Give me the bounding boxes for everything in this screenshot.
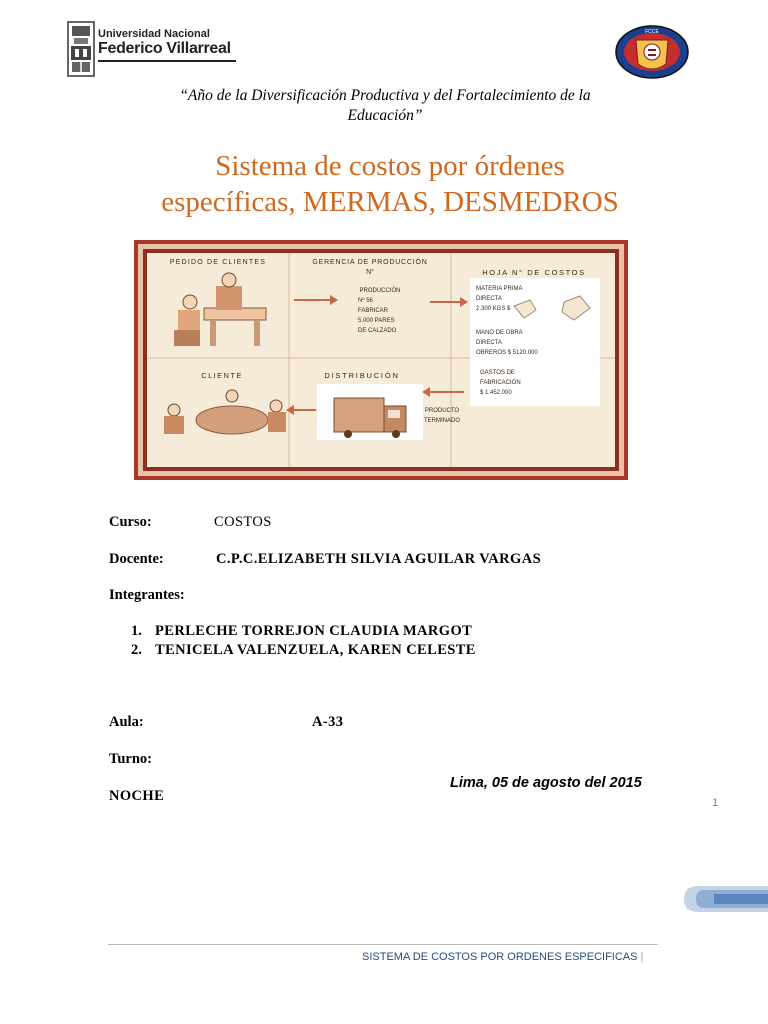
gastos-line: GASTOS DE — [480, 370, 515, 376]
footer-title: SISTEMA DE COSTOS POR ORDENES ESPECIFICAS — [362, 951, 638, 963]
page-number: 1 — [712, 797, 719, 809]
docente-value: C.P.C.ELIZABETH SILVIA AGUILAR VARGAS — [216, 551, 542, 567]
produccion-line: FABRICAR — [358, 308, 389, 314]
mano-line: OBREROS $ 5120.000 — [476, 350, 538, 356]
integrantes-label: Integrantes: — [109, 587, 185, 603]
label-hoja: HOJA N° DE COSTOS — [482, 268, 586, 277]
mano-line: DIRECTA — [476, 340, 502, 346]
aula-label: Aula: — [109, 714, 144, 730]
university-logo — [66, 20, 236, 78]
produccion-line: DE CALZADO — [358, 328, 397, 334]
curso-label: Curso: — [109, 514, 152, 530]
motto-line2: Educación” — [347, 107, 423, 124]
year-motto — [100, 86, 670, 126]
footer — [362, 951, 643, 963]
docente-label: Docente: — [109, 551, 164, 567]
label-gerencia-1: GERENCIA DE PRODUCCIÓN — [312, 259, 428, 266]
page-tab-decoration — [684, 886, 768, 912]
document-title — [90, 148, 690, 220]
svg-text:FCCE: FCCE — [645, 29, 659, 35]
faculty-seal-icon — [614, 24, 690, 80]
process-figure — [134, 240, 628, 480]
materia-line: MATERIA PRIMA — [476, 286, 523, 292]
logo-underline — [98, 60, 236, 62]
motto-line1: “Año de la Diversificación Productiva y del Fortalecimiento de la — [179, 87, 591, 104]
label-distribucion: DISTRIBUCIÓN — [324, 371, 400, 380]
integrante-name: PERLECHE TORREJON CLAUDIA MARGOT — [155, 623, 473, 639]
document-date: Lima, 05 de agosto del 2015 — [450, 775, 642, 791]
materia-line: DIRECTA — [476, 296, 502, 302]
producto-line: PRODUCTO — [424, 408, 460, 414]
integrante-number: 1. — [131, 623, 142, 639]
footer-separator: | — [640, 951, 644, 963]
produccion-line: 5.000 PARES — [358, 318, 395, 324]
label-gerencia-2: N° — [366, 269, 374, 276]
label-pedido: PEDIDO DE CLIENTES — [169, 259, 267, 266]
university-crest-icon — [66, 20, 96, 78]
university-name-line1: Universidad Nacional — [98, 28, 210, 40]
producto-line: TERMINADO — [424, 418, 460, 424]
produccion-line: Nº 56 — [358, 298, 373, 304]
produccion-line: PRODUCCIÓN — [359, 288, 401, 294]
materia-line: 2.300 KGS $ — [476, 306, 511, 312]
integrante-name: TENICELA VALENZUELA, KAREN CELESTE — [155, 642, 476, 658]
turno-value: NOCHE — [109, 788, 165, 804]
gastos-line: $ 1.452.000 — [480, 390, 512, 396]
curso-value: COSTOS — [214, 514, 272, 530]
title-line2: específicas, MERMAS, DESMEDROS — [161, 186, 619, 218]
footer-rule — [108, 944, 658, 945]
turno-label: Turno: — [109, 751, 152, 767]
integrante-number: 2. — [131, 642, 142, 658]
aula-value: A-33 — [312, 714, 344, 730]
title-line1: Sistema de costos por órdenes — [215, 150, 565, 182]
university-name-line2: Federico Villarreal — [98, 40, 231, 57]
gastos-line: FABRICACIÓN — [480, 380, 521, 386]
label-cliente: CLIENTE — [201, 371, 243, 380]
mano-line: MANO DE OBRA — [476, 330, 523, 336]
